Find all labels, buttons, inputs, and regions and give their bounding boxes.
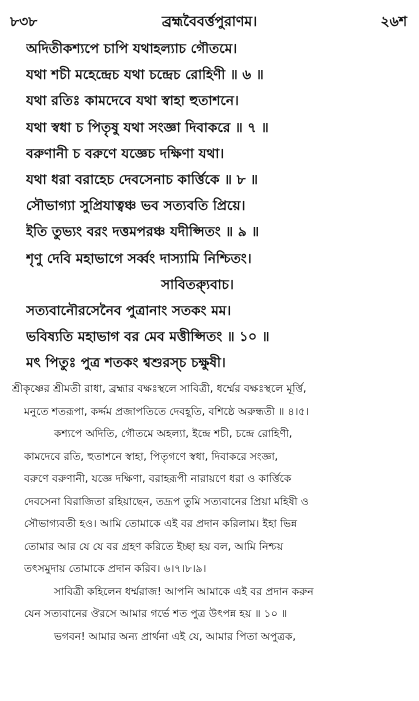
verse-line: সৌভাগ্যা সুপ্রিযাত্বঞ্চ ভব সত্যবতি প্রিয়ে। xyxy=(26,198,246,215)
translation-line: ভগবন! আমার অন্য প্রার্থনা এই যে, আমার পিতা অপুত্রক, xyxy=(54,630,296,643)
translation-line: বরুণে বরুণানী, যজ্ঞে দক্ষিণা, বরাহরূপী নারায়ণে ধরা ও কার্ত্তিকে xyxy=(24,473,292,485)
verse-line: যথা শচী মহেন্দ্রেচ যথা চন্দ্রেচ রোহিণী ॥ ৬ ॥ xyxy=(26,67,264,84)
verse-line: ইতি তুভ্যং বরং দত্তমপরঞ্চ যদীপ্সিতং ॥ ৯ ॥ xyxy=(26,224,260,241)
verse-line: যথা ধরা বরাহেচ দেবসেনাচ কার্ত্তিকে ॥ ৮ ॥ xyxy=(26,171,258,188)
verse-line: যথা স্বধা চ পিতৃষু যথা সংজ্ঞা দিবাকরে ॥ ৭ ॥ xyxy=(26,119,269,136)
verse-line: ভবিষ্যতি মহাভাগ বর মেব মত্তীপ্সিতং ॥ ১০ ॥ xyxy=(26,329,270,346)
verse-line: মৎ পিতুঃ পুত্র শতকং শ্বশুরস্চ চক্ষুষী। xyxy=(26,355,226,372)
translation-line: যেন সত্যবানের ঔরসে আমার গর্ভে শত পুত্র উৎপন্ন হয় ॥ ১০ ॥ xyxy=(24,608,288,620)
verse-line: সত্যবানৌরসেনৈব পুত্রানাং সতকং মম। xyxy=(26,302,232,319)
translation-line: কশ্যপে অদিতি, গৌতমে অহল্যা, ইন্দ্রে শচী, চন্দ্রে রোহিণী, xyxy=(54,428,293,440)
translation-line: মনুতে শতরূপা, কর্দ্দম প্রজাপতিতে দেবহূতি, বশিষ্ঠে অরুন্ধতী ॥ ৪।৫। xyxy=(24,405,309,418)
verse-line: বরুণানী চ বরুণে যজ্ঞেচ দক্ষিণা যথা। xyxy=(26,145,225,162)
speaker-heading: সাবিত্র্যুবাচ। xyxy=(161,276,234,293)
running-title: ব্রহ্মবৈবর্ত্তপুরাণম। xyxy=(161,14,258,30)
translation-line: শ্রীকৃষ্ণের শ্রীমতী রাধা, ব্রহ্মার বক্ষঃস্থলে সাবিত্রী, ধর্ম্মের বক্ষঃস্থলে মূর্ত্তি, xyxy=(12,383,307,395)
translation-line: সাবিত্রী কহিলেন ধর্ম্মরাজ! আপনি আমাকে এই বর প্রদান করুন xyxy=(54,585,314,598)
verse-line: অদিতীকশ্যপে চাপি যথাহল্যাচ গৌতমে। xyxy=(26,41,238,57)
page-header xyxy=(10,6,409,32)
verse-line: যথা রতিঃ কামদেবে যথা স্বাহা হুতাশনে। xyxy=(26,93,239,110)
translation-line: কামদেবে রতি, হুতাশনে স্বাহা, পিতৃগণে স্বধা, দিবাকরে সংজ্ঞা, xyxy=(24,450,279,463)
bengali-translation-block xyxy=(12,378,411,648)
page-number-right: ২৬শ xyxy=(380,14,407,30)
translation-line: তৎসমুদায় তোমাকে প্রদান করিব। ৬।৭।৮।৯। xyxy=(24,563,207,575)
translation-line: তোমার আর যে যে বর গ্রহণ করিতে ইচ্ছা হয় বল, আমি নিশ্চয় xyxy=(24,540,284,553)
verse-line: শৃণু দেবি মহাভাগে সর্ব্বং দাস্যামি নিশ্চিতং। xyxy=(26,250,252,267)
sanskrit-verse-block xyxy=(26,36,409,376)
page-number-left: ৮৩৮ xyxy=(10,14,38,30)
translation-line: দেবসেনা বিরাজিতা রহিয়াছেন, তদ্রূপ তুমি সত্যবানের প্রিয়া মহিষী ও xyxy=(24,495,309,508)
translation-line: সৌভাগ্যবতী হও। আমি তোমাকে এই বর প্রদান করিলাম। ইহা ভিন্ন xyxy=(24,518,298,530)
